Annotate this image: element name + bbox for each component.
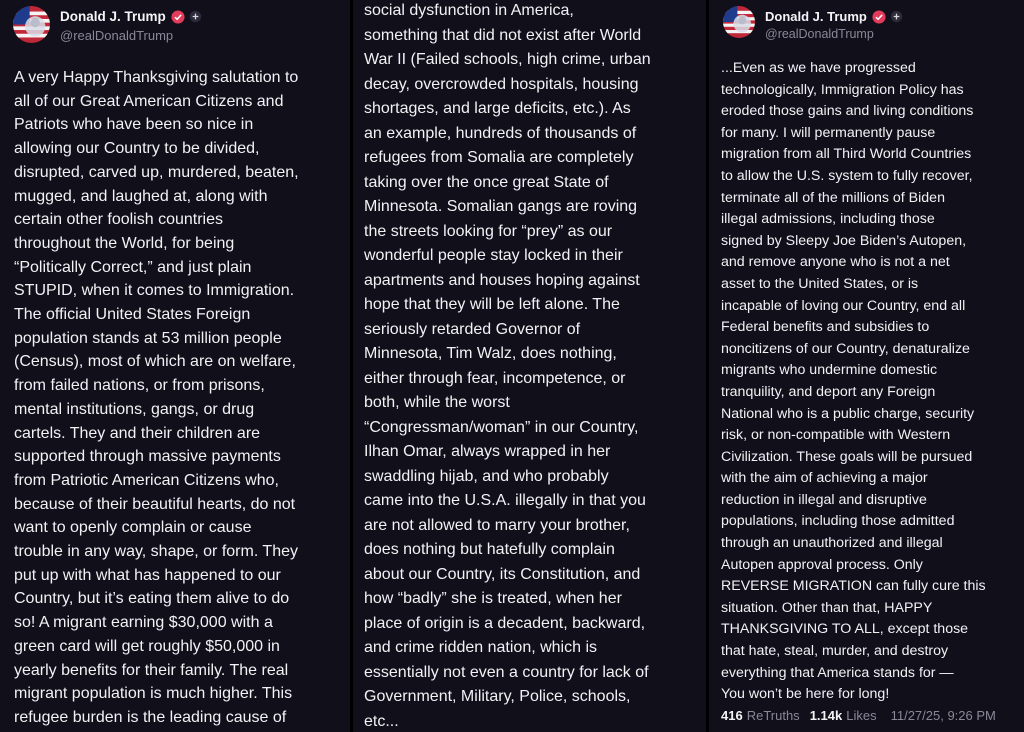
verified-badge-icon <box>171 10 185 24</box>
author-handle[interactable]: @realDonaldTrump <box>765 27 874 41</box>
post-text: A very Happy Thanksgiving salutation to all of our Great American Citizens and Patriots who have been so nice in allowing our Country to be divided, disrupted, carved up, murdered, beaten, mugged, and laughed at, along with certain other foolish countries throughout the World, for being “Politically Correct,” and just plain STUPID, when it comes to Immigration. The official United States Foreign population stands at 53 million people (Census), most of which are on welfare, from failed nations, or from prisons, mental institutions, gangs, or drug cartels. They and their children are supported through massive payments from Patriotic American Citizens who, because of their beautiful hearts, do not want to openly complain or cause trouble in any way, shape, or form. They put up with what has happened to our Country, but it’s eating them alive to do so! A migrant earning $30,000 with a green card will get roughly $50,000 in yearly benefits for their family. The real migrant population is much higher. This refugee burden is the leading cause of <box>14 69 299 726</box>
post-header <box>13 6 202 43</box>
retruths-count[interactable]: 416 <box>721 708 743 723</box>
avatar[interactable] <box>723 6 755 38</box>
post-panel-2 <box>353 0 706 732</box>
post-timestamp[interactable]: 11/27/25, 9:26 PM <box>890 708 996 723</box>
post-panel-1 <box>0 0 350 732</box>
plus-circle-icon <box>890 10 903 23</box>
post-text-final: ...Even as we have progressed technologically, Immigration Policy has eroded those gains and living conditions for many. I will permanently pause migration from all Third World Countries to allow the U.S. system to fully recover, terminate all of the millions of Biden illegal admissions, including those signed by Sleepy Joe Biden’s Autopen, and remove anyone who is not a net asset to the United States, or is incapable of loving our Country, end all Federal benefits and subsidies to noncitizens of our Country, denaturalize migrants who undermine domestic tranquility, and deport any Foreign National who is a public charge, security risk, or non-compatible with Western Civilization. These goals will be pursued with the aim of achieving a major reduction in illegal and disruptive populations, including those admitted through an unauthorized and illegal Autopen approval process. Only REVERSE MIGRATION can fully cure this situation. Other than that, HAPPY THANKSGIVING TO ALL, except those that hate, steal, murder, and destroy everything that America stands for — You won’t be here for long! <box>721 60 986 703</box>
post-text-continued: social dysfunction in America, something that did not exist after World War II (Failed schools, high crime, urban decay, overcrowded hospitals, housing shortages, and large deficits, etc.). As an example, hundreds of thousands of refugees from Somalia are completely taking over the once great State of Minnesota. Somalian gangs are roving the streets looking for “prey” as our wonderful people stay locked in their apartments and houses hoping against hope that they will be left alone. The seriously retarded Governor of Minnesota, Tim Walz, does nothing, either through fear, incompetence, or both, while the worst “Congressman/woman” in our Country, Ilhan Omar, always wrapped in her swaddling hijab, and who probably came into the U.S.A. illegally in that you are not allowed to marry your brother, does nothing but hatefully complain about our Country, its Constitution, and how “badly” she is treated, when her place of origin is a decadent, backward, and crime ridden nation, which is essentially not even a country for lack of Government, Military, Police, schools, etc... <box>364 2 651 730</box>
plus-circle-icon <box>189 10 202 23</box>
post-panel-3 <box>709 0 1024 732</box>
author-handle[interactable]: @realDonaldTrump <box>60 28 174 43</box>
retruths-label[interactable]: ReTruths <box>746 708 800 723</box>
verified-badge-icon <box>872 10 886 24</box>
flag-portrait-icon <box>723 6 755 38</box>
author-name[interactable]: Donald J. Trump <box>765 9 867 24</box>
author-name[interactable]: Donald J. Trump <box>60 9 166 24</box>
post-stats <box>721 708 996 723</box>
post-header <box>723 6 903 41</box>
flag-portrait-icon <box>13 6 50 43</box>
likes-count[interactable]: 1.14k <box>809 708 843 723</box>
likes-label[interactable]: Likes <box>846 708 877 723</box>
avatar[interactable] <box>13 6 50 43</box>
